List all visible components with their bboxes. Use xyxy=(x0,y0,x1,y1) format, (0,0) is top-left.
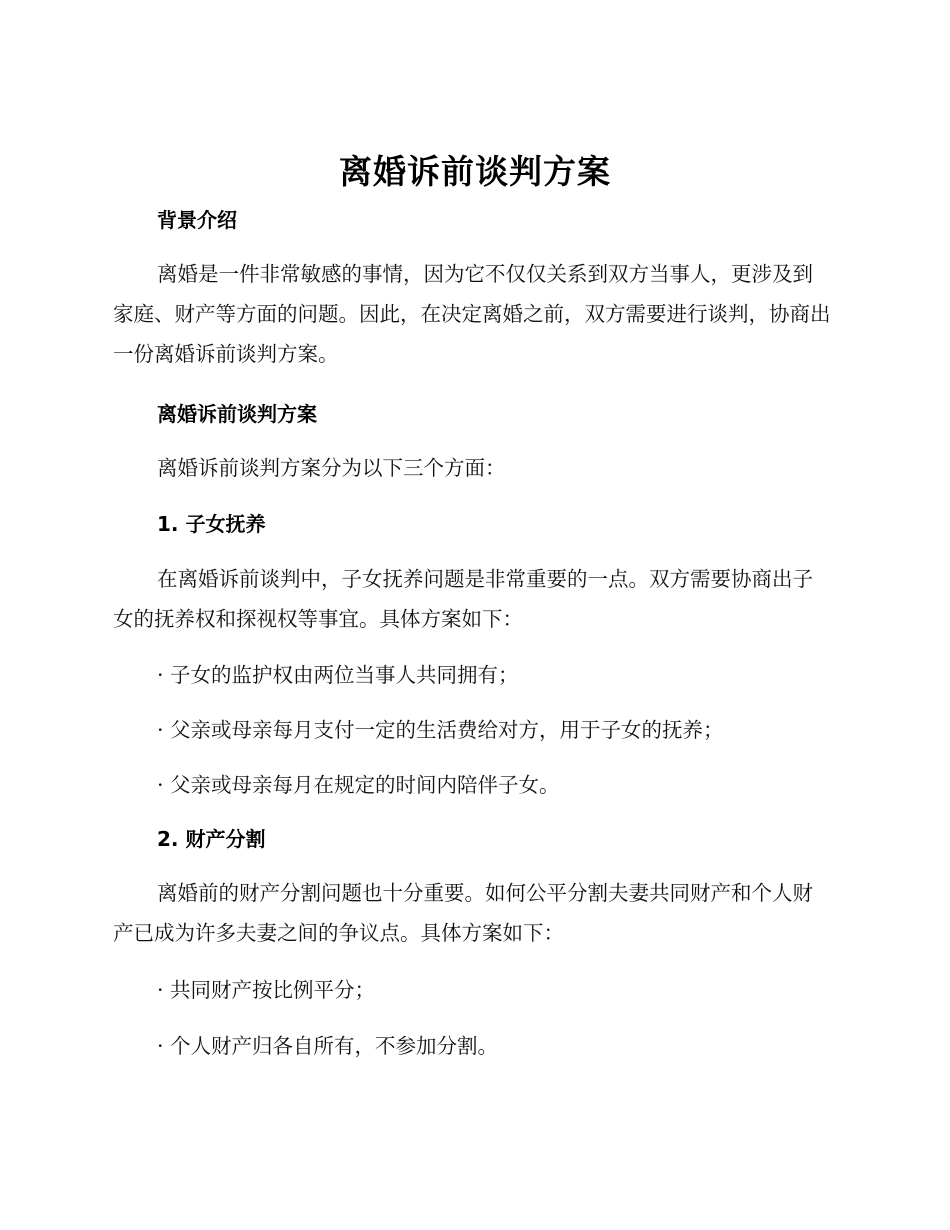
bullet-item: · 父亲或母亲每月在规定的时间内陪伴子女。 xyxy=(157,773,560,797)
section-heading-property-division: 2. 财产分割 xyxy=(157,827,266,851)
document-title: 离婚诉前谈判方案 xyxy=(339,152,611,191)
paragraph-background: 离婚是一件非常敏感的事情，因为它不仅仅关系到双方当事人，更涉及到家庭、财产等方面的问题。因此，在决定离婚之前，双方需要进行谈判，协商出一份离婚诉前谈判方案。 xyxy=(113,262,831,366)
section-heading-child-custody: 1. 子女抚养 xyxy=(157,512,266,536)
section-heading-plan: 离婚诉前谈判方案 xyxy=(157,402,317,426)
bullet-item: · 个人财产归各自所有，不参加分割。 xyxy=(157,1034,499,1058)
bullet-item: · 父亲或母亲每月支付一定的生活费给对方，用于子女的抚养； xyxy=(157,718,724,742)
bullet-item: · 子女的监护权由两位当事人共同拥有； xyxy=(157,663,519,687)
paragraph-property-division: 离婚前的财产分割问题也十分重要。如何公平分割夫妻共同财产和个人财产已成为许多夫妻之间的争议点。具体方案如下： xyxy=(113,881,813,945)
section-heading-background: 背景介绍 xyxy=(157,208,237,232)
bullet-item: · 共同财产按比例平分； xyxy=(157,978,376,1002)
paragraph-plan-intro: 离婚诉前谈判方案分为以下三个方面： xyxy=(157,456,506,480)
paragraph-child-custody: 在离婚诉前谈判中，子女抚养问题是非常重要的一点。双方需要协商出子女的抚养权和探视权等事宜。具体方案如下： xyxy=(113,567,813,631)
